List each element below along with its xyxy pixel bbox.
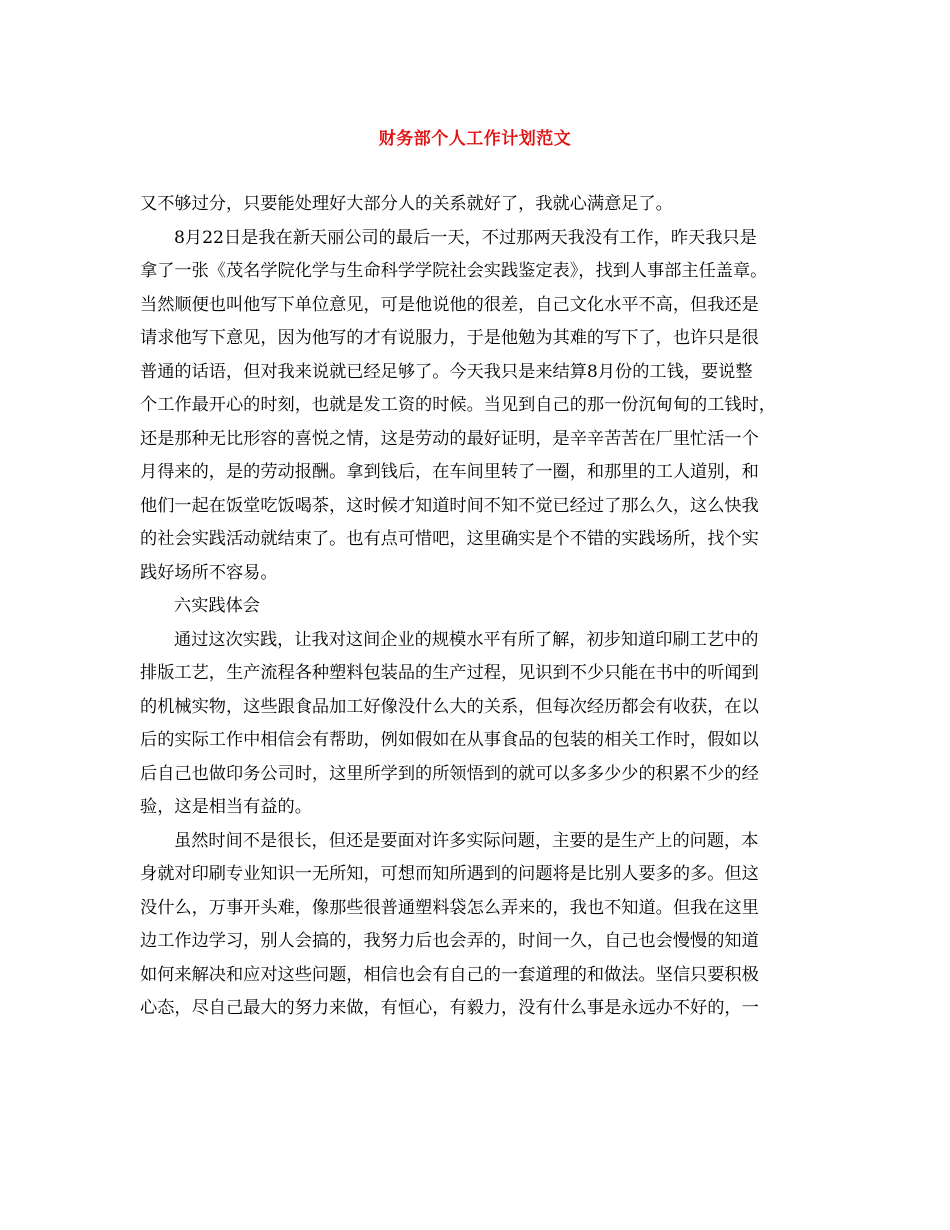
document-title: 财务部个人工作计划范文: [378, 129, 572, 149]
text-line: 验，这是相当有益的。: [140, 797, 312, 817]
text-line: 个工作最开心的时刻，也就是发工资的时候。当见到自己的那一份沉甸甸的工钱时，: [140, 395, 776, 415]
text-line: 当然顺便也叫他写下单位意见，可是他说他的很差，自己文化水平不高，但我还是: [140, 294, 759, 315]
text-line: 通过这次实践，让我对这间企业的规模水平有所了解，初步知道印刷工艺中的: [174, 629, 759, 650]
text-line: 虽然时间不是很长，但还是要面对许多实际问题，主要的是生产上的问题，本: [174, 830, 759, 851]
text-line: 践好场所不容易。: [140, 562, 278, 583]
text-line: 8月22日是我在新天丽公司的最后一天，不过那两天我没有工作，昨天我只是: [174, 227, 757, 248]
text-line: 如何来解决和应对这些问题，相信也会有自己的一套道理的和做法。坚信只要积极: [140, 964, 759, 985]
text-line: 他们一起在饭堂吃饭喝茶，这时候才知道时间不知不觉已经过了那么久，这么快我: [140, 495, 759, 516]
text-line: 身就对印刷专业知识一无所知，可想而知所遇到的问题将是比别人要多的多。但这: [140, 864, 759, 884]
text-line: 后自己也做印务公司时，这里所学到的所领悟到的就可以多多少少的积累不少的经: [140, 763, 759, 784]
text-line: 没什么，万事开头难，像那些很普通塑料袋怎么弄来的，我也不知道。但我在这里: [140, 897, 759, 918]
text-line: 拿了一张《茂名学院化学与生命科学学院社会实践鉴定表》，找到人事部主任盖章。: [140, 261, 768, 281]
text-line: 后的实际工作中相信会有帮助，例如假如在从事食品的包装的相关工作时，假如以: [140, 730, 759, 750]
section-heading: 六实践体会: [174, 596, 260, 616]
text-line: 月得来的，是的劳动报酬。拿到钱后，在车间里转了一圈，和那里的工人道别，和: [140, 462, 759, 482]
text-line: 边工作边学习，别人会搞的，我努力后也会弄的，时间一久，自己也会慢慢的知道: [140, 931, 759, 951]
text-line: 的社会实践活动就结束了。也有点可惜吧，这里确实是个不错的实践场所，找个实: [140, 529, 759, 549]
document-body: [140, 188, 812, 1026]
text-line: 普通的话语，但对我来说就已经足够了。今天我只是来结算8月份的工钱，要说整: [140, 361, 753, 382]
text-line: 还是那种无比形容的喜悦之情，这是劳动的最好证明，是辛辛苦苦在厂里忙活一个: [140, 428, 759, 449]
text-line: 请求他写下意见，因为他写的才有说服力，于是他勉为其难的写下了，也许只是很: [140, 328, 759, 348]
text-line: 心态，尽自己最大的努力来做，有恒心，有毅力，没有什么事是永远办不好的，一: [140, 998, 759, 1018]
text-line: 又不够过分，只要能处理好大部分人的关系就好了，我就心满意足了。: [140, 194, 673, 214]
text-line: 的机械实物，这些跟食品加工好像没什么大的关系，但每次经历都会有收获，在以: [140, 696, 759, 717]
text-line: 排版工艺，生产流程各种塑料包装品的生产过程，见识到不少只能在书中的听闻到: [140, 663, 759, 683]
